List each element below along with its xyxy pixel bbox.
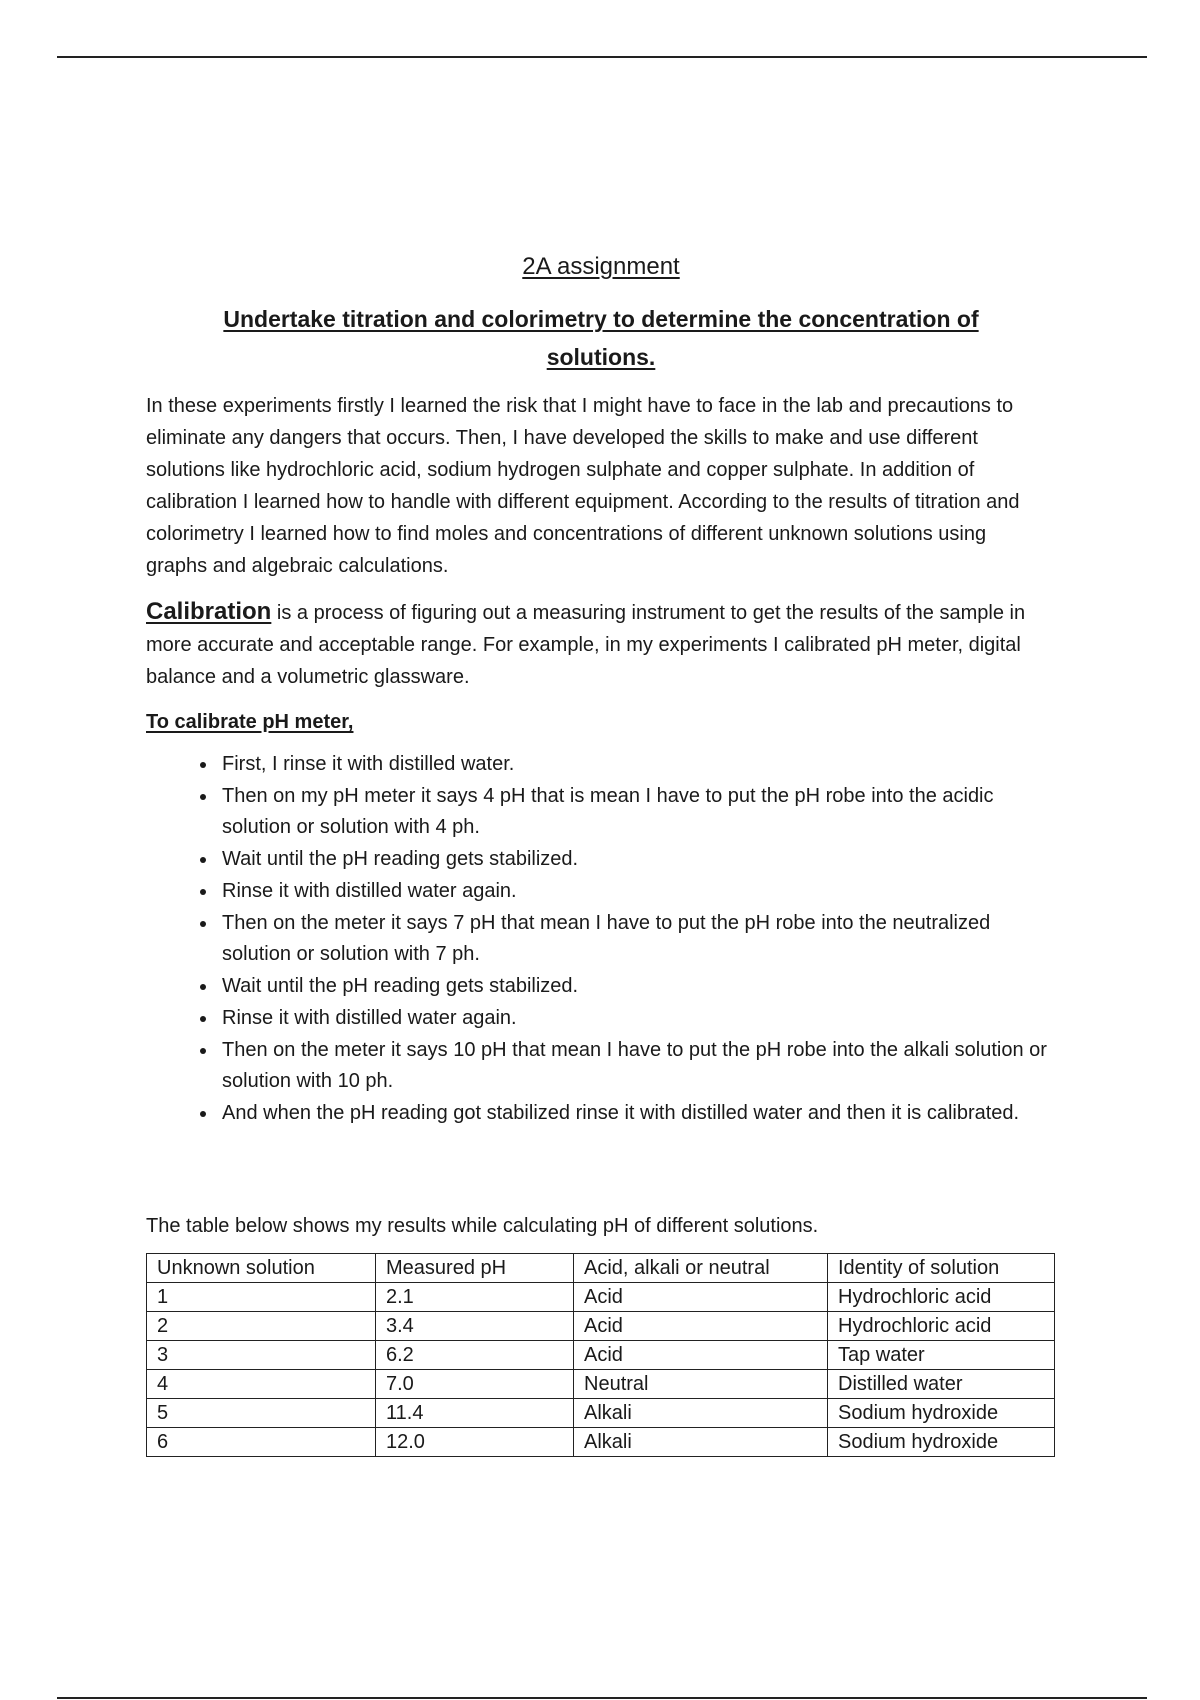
intro-paragraph: In these experiments firstly I learned the risk that I might have to face in the lab and precautions to eliminate any dangers that occurs. Then, I have developed the skills to make and use different solutions like hydrochloric acid, sodium hydrogen sulphate and copper sulphate. In addition of calibration I learned how to handle with different equipment. According to the results of titration and colorimetry I learned how to find moles and concentrations of different unknown solutions using graphs and algebraic calculations.: [146, 395, 1020, 577]
table-cell: 12.0: [376, 1428, 574, 1457]
table-header-row: [147, 1254, 1055, 1283]
table-header-cell: Measured pH: [376, 1254, 574, 1283]
table-cell: 4: [147, 1370, 376, 1399]
table-cell: Hydrochloric acid: [828, 1312, 1055, 1341]
list-item: • Wait until the pH reading gets stabilized.: [218, 971, 1056, 1002]
list-item: • Rinse it with distilled water again.: [218, 876, 1056, 907]
table-row: [147, 1341, 1055, 1370]
table-cell: Alkali: [574, 1428, 828, 1457]
header-rule: [57, 56, 1147, 58]
table-cell: 6.2: [376, 1341, 574, 1370]
table-cell: 6: [147, 1428, 376, 1457]
list-item: • Rinse it with distilled water again.: [218, 1003, 1056, 1034]
table-cell: Acid: [574, 1341, 828, 1370]
calibration-steps-list: [146, 749, 1056, 1129]
calibration-term: Calibration: [146, 598, 272, 625]
table-cell: 5: [147, 1399, 376, 1428]
table-header-cell: Acid, alkali or neutral: [574, 1254, 828, 1283]
table-cell: Alkali: [574, 1399, 828, 1428]
list-item: • Then on the meter it says 7 pH that mean I have to put the pH robe into the neutralized solution or solution with 7 ph.: [218, 908, 1056, 970]
table-cell: Tap water: [828, 1341, 1055, 1370]
table-cell: 2.1: [376, 1283, 574, 1312]
table-row: [147, 1399, 1055, 1428]
list-item: • Then on the meter it says 10 pH that mean I have to put the pH robe into the alkali solution or solution with 10 ph.: [218, 1035, 1056, 1097]
document-title: 2A assignment: [522, 253, 680, 280]
list-item: • Then on my pH meter it says 4 pH that is mean I have to put the pH robe into the acidic solution or solution with 4 ph.: [218, 781, 1056, 843]
document-heading: Undertake titration and colorimetry to determine the concentration of solutions.: [223, 306, 979, 370]
ph-results-table: [146, 1253, 1055, 1457]
table-cell: 11.4: [376, 1399, 574, 1428]
table-cell: 3: [147, 1341, 376, 1370]
table-row: [147, 1283, 1055, 1312]
table-cell: Sodium hydroxide: [828, 1399, 1055, 1428]
footer-rule: [57, 1697, 1147, 1699]
table-row: [147, 1370, 1055, 1399]
table-cell: Acid: [574, 1312, 828, 1341]
list-item: • Wait until the pH reading gets stabilized.: [218, 844, 1056, 875]
table-cell: Distilled water: [828, 1370, 1055, 1399]
table-cell: 1: [147, 1283, 376, 1312]
table-cell: Sodium hydroxide: [828, 1428, 1055, 1457]
calibration-paragraph: [146, 596, 1056, 693]
table-intro: The table below shows my results while calculating pH of different solutions.: [146, 1215, 819, 1237]
table-cell: 2: [147, 1312, 376, 1341]
document-body: [146, 252, 1056, 1457]
table-header-cell: Unknown solution: [147, 1254, 376, 1283]
table-header-cell: Identity of solution: [828, 1254, 1055, 1283]
ph-calibration-subheading: To calibrate pH meter,: [146, 711, 354, 733]
table-cell: Acid: [574, 1283, 828, 1312]
list-item: • And when the pH reading got stabilized rinse it with distilled water and then it is calibrated.: [218, 1098, 1056, 1129]
table-cell: Neutral: [574, 1370, 828, 1399]
table-row: [147, 1428, 1055, 1457]
calibration-definition: is a process of figuring out a measuring instrument to get the results of the sample in more accurate and acceptable range. For example, in my experiments I calibrated pH meter, digital balance and a volumetric glassware.: [146, 602, 1026, 688]
table-cell: 7.0: [376, 1370, 574, 1399]
list-item: • First, I rinse it with distilled water.: [218, 749, 1056, 780]
table-row: [147, 1312, 1055, 1341]
table-cell: Hydrochloric acid: [828, 1283, 1055, 1312]
table-cell: 3.4: [376, 1312, 574, 1341]
